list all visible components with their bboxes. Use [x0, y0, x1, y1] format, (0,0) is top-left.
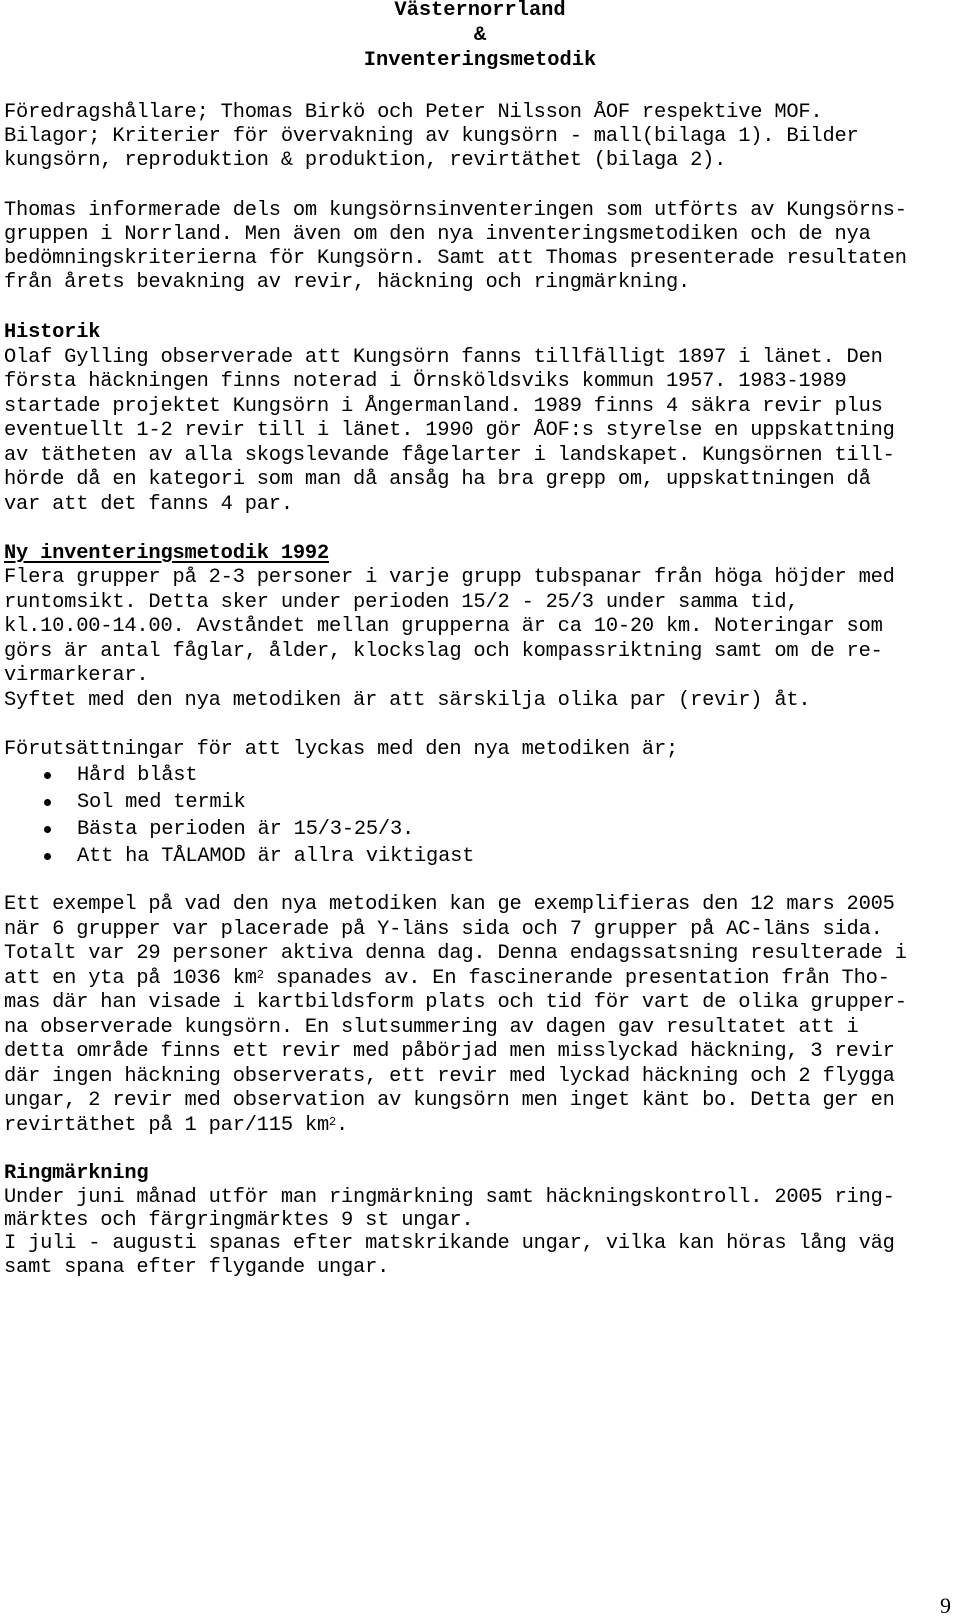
example-line: Totalt var 29 personer aktiva denna dag. Denna endagssatsning resulterade i [4, 942, 907, 965]
ringmarkning-heading: Ringmärkning [4, 1162, 149, 1185]
bullet-icon [44, 772, 51, 779]
intro-line: Bilagor; Kriterier för övervakning av kungsörn - mall(bilaga 1). Bilder [4, 125, 859, 148]
ringmarkning-line: I juli - augusti spanas efter matskrikande ungar, vilka kan höras lång väg [4, 1232, 895, 1255]
summary-line: bedömningskriterierna för Kungsörn. Samt att Thomas presenterade resultaten [4, 247, 907, 270]
summary-line: Thomas informerade dels om kungsörnsinventeringen som utförts av Kungsörns- [4, 199, 907, 222]
title-line-3: Inventeringsmetodik [363, 49, 597, 72]
ny-metodik-line: kl.10.00-14.00. Avståndet mellan grupperna är ca 10-20 km. Noteringar som [4, 615, 883, 638]
historik-line: första häckningen finns noterad i Örnsköldsviks kommun 1957. 1983-1989 [4, 370, 847, 393]
ringmarkning-line: samt spana efter flygande ungar. [4, 1256, 390, 1279]
example-line: detta område finns ett revir med påbörjad men misslyckad häckning, 3 revir [4, 1040, 895, 1063]
bullet-icon [44, 826, 51, 833]
intro-line: kungsörn, reproduktion & produktion, revirtäthet (bilaga 2). [4, 149, 727, 172]
area-text-cont: spanades av. En fascinerande presentation från Tho- [263, 967, 890, 990]
ny-metodik-line: Flera grupper på 2-3 personer i varje grupp tubspanar från höga höjder med [4, 566, 895, 589]
example-line: där ingen häckning observerats, ett revir med lyckad häckning och 2 flygga [4, 1065, 895, 1088]
example-line: ungar, 2 revir med observation av kungsörn men inget känt bo. Detta ger en [4, 1089, 895, 1112]
historik-line: hörde då en kategori som man då ansåg ha bra grepp om, uppskattningen då [4, 468, 871, 491]
ny-metodik-heading: Ny inventeringsmetodik 1992 [4, 542, 329, 565]
example-line: när 6 grupper var placerade på Y-läns sida och 7 grupper på AC-läns sida. [4, 918, 883, 941]
historik-line: Olaf Gylling observerade att Kungsörn fanns tillfälligt 1897 i länet. Den [4, 346, 883, 369]
example-line: mas där han visade i kartbildsform plats och tid för vart de olika grupper- [4, 991, 907, 1014]
bullet-item: Att ha TÅLAMOD är allra viktigast [77, 845, 475, 868]
ny-metodik-line: görs är antal fåglar, ålder, klockslag och kompassriktning samt om de re- [4, 640, 883, 663]
summary-line: från årets bevakning av revir, häckning och ringmärkning. [4, 271, 691, 294]
bullet-item: Sol med termik [77, 791, 246, 814]
title-line-1: Västernorrland [394, 0, 566, 22]
area-text: att en yta på 1036 km [4, 967, 257, 990]
bullet-item: Hård blåst [77, 764, 198, 787]
historik-line: av tätheten av alla skogslevande fågelarter i landskapet. Kungsörnen till- [4, 444, 895, 467]
title-line-2: & [473, 24, 487, 47]
intro-line: Föredragshållare; Thomas Birkö och Peter Nilsson ÅOF respektive MOF. [4, 101, 823, 124]
example-line: na observerade kungsörn. En slutsummering av dagen gav resultatet att i [4, 1016, 859, 1039]
historik-line: var att det fanns 4 par. [4, 493, 293, 516]
density-text-cont: . [336, 1114, 349, 1137]
ny-metodik-line: virmarkerar. [4, 664, 149, 687]
ringmarkning-line: Under juni månad utför man ringmärkning samt häckningskontroll. 2005 ring- [4, 1186, 895, 1209]
density-superscript: 2 [328, 1115, 336, 1129]
historik-heading: Historik [4, 321, 101, 344]
bullet-icon [44, 799, 51, 806]
page-number: 9 [940, 1593, 951, 1618]
ny-metodik-line: Syftet med den nya metodiken är att särskilja olika par (revir) åt. [4, 689, 811, 712]
ringmarkning-line: märktes och färgringmärktes 9 st ungar. [4, 1209, 474, 1232]
historik-line: startade projektet Kungsörn i Ångermanland. 1989 finns 4 säkra revir plus [4, 395, 883, 418]
ny-metodik-line: runtomsikt. Detta sker under perioden 15/2 - 25/3 under samma tid, [4, 591, 799, 614]
historik-line: eventuellt 1-2 revir till i länet. 1990 gör ÅOF:s styrelse en uppskattning [4, 419, 895, 442]
bullet-item: Bästa perioden är 15/3-25/3. [77, 818, 415, 841]
area-superscript: 2 [256, 968, 264, 982]
example-line: Ett exempel på vad den nya metodiken kan ge exemplifieras den 12 mars 2005 [4, 893, 895, 916]
prereq-intro: Förutsättningar för att lyckas med den nya metodiken är; [4, 738, 679, 761]
example-density-line [4, 1113, 348, 1138]
bullet-icon [44, 853, 51, 860]
density-text: revirtäthet på 1 par/115 km [4, 1114, 329, 1137]
summary-line: gruppen i Norrland. Men även om den nya inventeringsmetodiken och de nya [4, 223, 871, 246]
example-area-line [4, 966, 890, 991]
